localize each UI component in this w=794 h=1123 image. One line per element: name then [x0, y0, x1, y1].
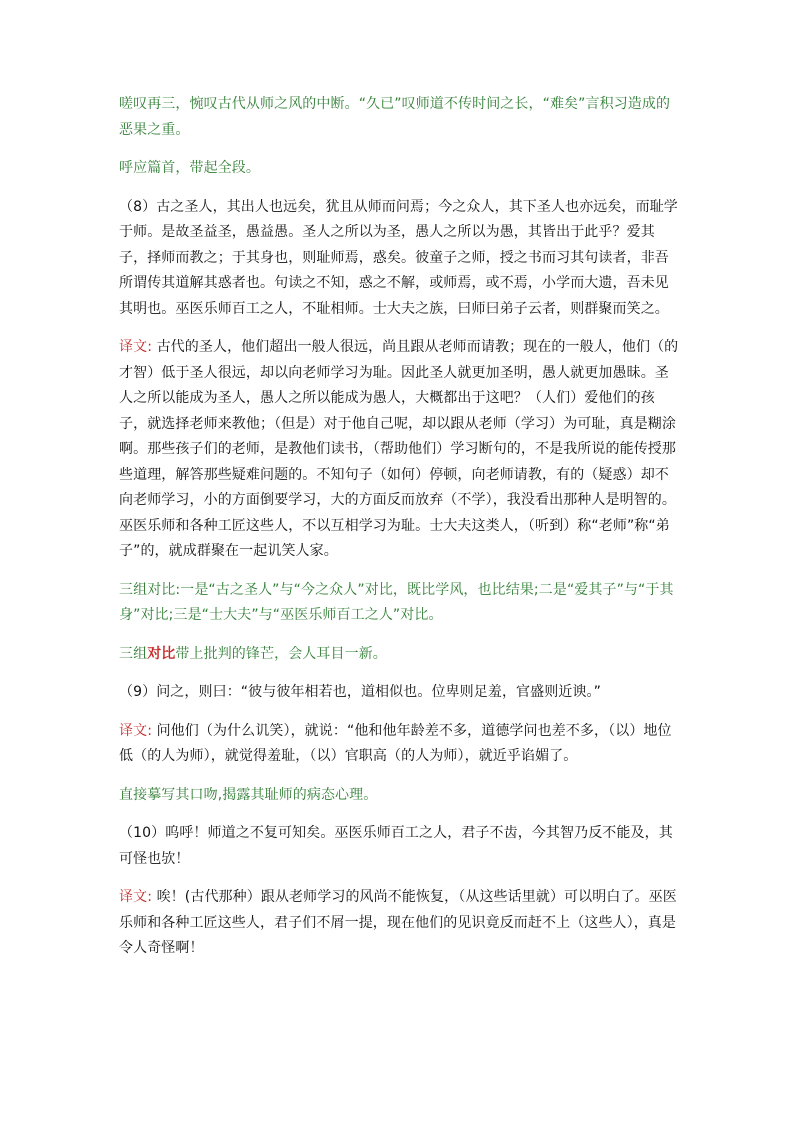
note-text: 三组 [119, 645, 148, 662]
source-paragraph-9: （9）问之，则曰：“彼与彼年相若也，道相似也。位卑则足羞，官盛则近谀。” [119, 684, 602, 700]
source-paragraph-8: （8）古之圣人，其出人也远矣，犹且从师而问焉；今之众人，其下圣人也亦远矣，而耻学于师。是故圣益圣，愚益愚。圣人之所以为圣，愚人之所以为愚，其皆出于此乎？爱其子，择师而教之；于其身也，则耻师焉，惑矣。彼童子之师，授之书而习其句读者，非吾所谓传其道解其惑者也。句读之不知，惑之不解，或师焉，或不焉，小学而大遗，吾未见其明也。巫医乐师百工之人，不耻相师。士大夫之族，曰师曰弟子云者，则群聚而笑之。 [119, 198, 678, 317]
note-paragraph: 三组对比:一是“古之圣人”与“今之众人”对比，既比学风，也比结果;二是“爱其子”与“于其身”对比;三是“士大夫”与“巫医乐师百工之人”对比。 [119, 581, 674, 623]
source-paragraph-10: （10）呜呼！师道之不复可知矣。巫医乐师百工之人，君子不齿，今其智乃反不能及，其可怪也欤！ [119, 825, 673, 867]
note-paragraph: 嗟叹再三，惋叹古代从师之风的中断。“久已”叹师道不传时间之长，“难矣”言积习造成的恶果之重。 [119, 96, 671, 138]
translation-label: 译文: [119, 722, 153, 739]
note-paragraph-emphasis [119, 642, 681, 668]
translation-label: 译文: [119, 339, 153, 355]
translation-label: 译文: [119, 889, 153, 905]
translation-paragraph-10 [119, 885, 681, 962]
translation-paragraph-9 [119, 719, 681, 770]
emphasis-text: 对比 [147, 645, 176, 662]
note-paragraph: 呼应篇首，带起全段。 [119, 160, 260, 176]
translation-paragraph-8 [119, 335, 681, 565]
note-text: 带上批判的锋芒，会人耳目一新。 [175, 645, 387, 662]
document-content [119, 92, 681, 975]
translation-text: 古代的圣人，他们超出一般人很远，尚且跟从老师而请教；现在的一般人，他们（的才智）低于圣人很远，却以向老师学习为耻。因此圣人就更加圣明，愚人就更加愚昧。圣人之所以能成为圣人，愚人之所以能成为愚人，大概都出于这吧？（人们）爱他们的孩子，就选择老师来教他；（但是）对于他自己呢，却以跟从老师（学习）为可耻，真是糊涂啊。那些孩子们的老师，是教他们读书，（帮助他们）学习断句的，不是我所说的能传授那些道理，解答那些疑难问题的。不知句子（如何）停顿，向老师请教，有的（疑惑）却不向老师学习，小的方面倒要学习，大的方面反而放弃（不学），我没看出那种人是明智的。巫医乐师和各种工匠这些人，不以互相学习为耻。士大夫这类人，（听到）称“老师”称“弟子”的，就成群聚在一起讥笑人家。 [119, 339, 679, 559]
note-paragraph: 直接摹写其口吻,揭露其耻师的病态心理。 [119, 786, 378, 803]
translation-text: 唉！(古代那种）跟从老师学习的风尚不能恢复，（从这些话里就）可以明白了。巫医乐师和各种工匠这些人，君子们不屑一提，现在他们的见识竟反而赶不上（这些人），真是令人奇怪啊！ [119, 889, 677, 956]
translation-text: 问他们（为什么讥笑），就说：“他和他年龄差不多，道德学问也差不多，（以）地位低（的人为师），就觉得羞耻，（以）官职高（的人为师），就近乎谄媚了。 [119, 722, 672, 764]
